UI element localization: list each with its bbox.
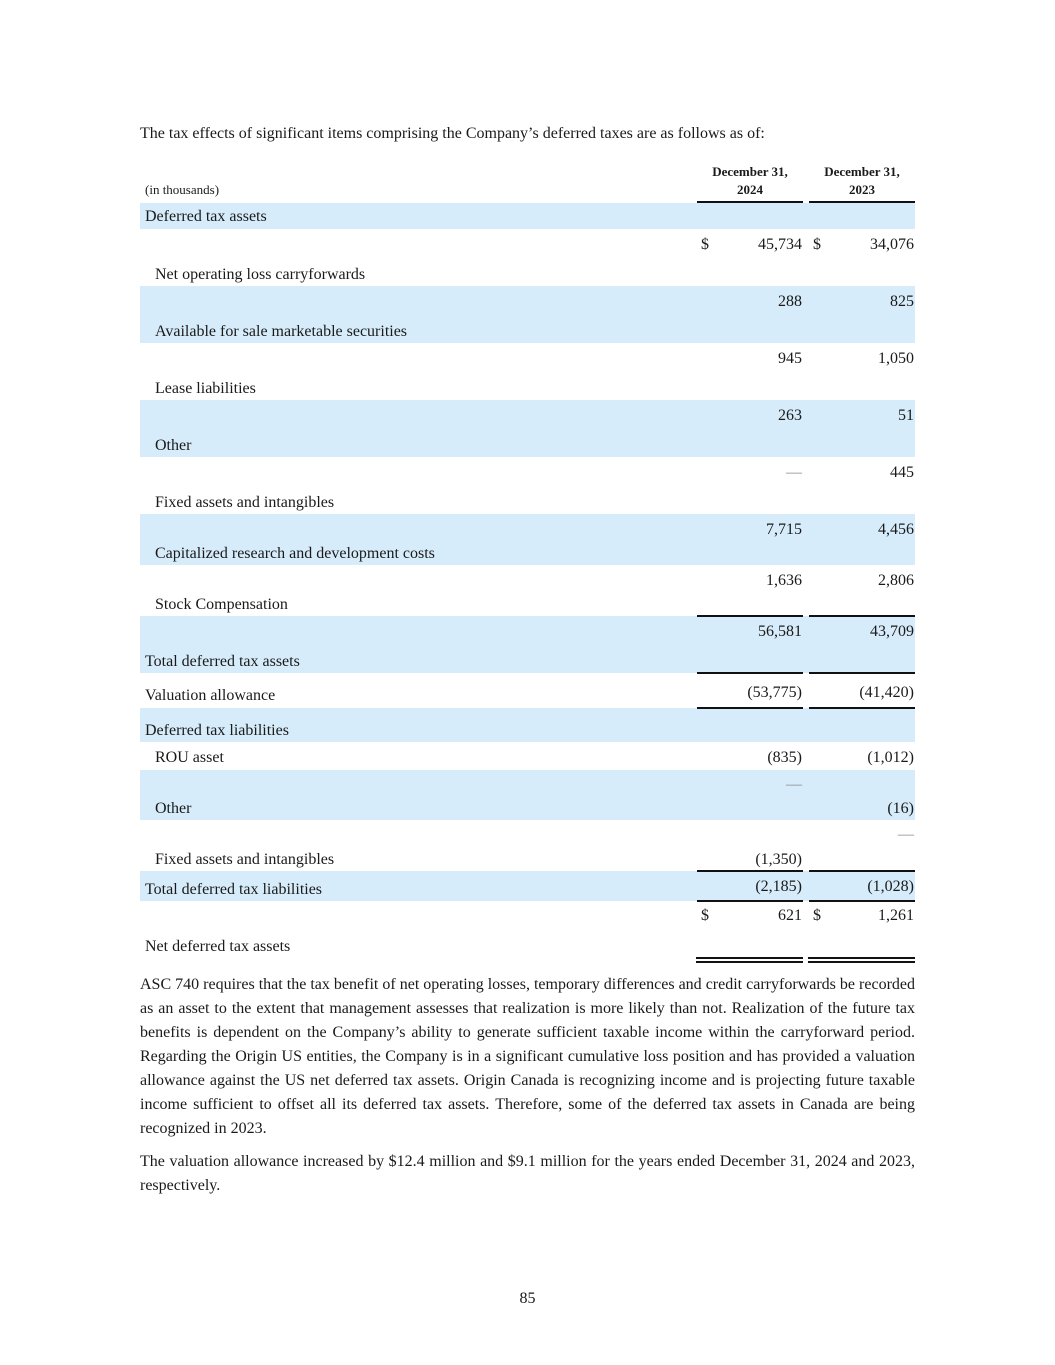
subtotal-line <box>697 900 803 902</box>
value-2024: 56,581 <box>758 623 802 640</box>
value-2023: 825 <box>890 293 914 310</box>
value-2024: (835) <box>767 749 802 766</box>
double-underline <box>808 957 915 959</box>
value-2023: 43,709 <box>870 623 914 640</box>
value-2024: 288 <box>778 293 802 310</box>
double-underline <box>808 961 915 963</box>
currency-symbol: $ <box>813 907 821 924</box>
column-header-2024 <box>697 163 803 199</box>
value-2023: 1,050 <box>878 350 914 367</box>
subtotal-line <box>809 870 915 872</box>
row-label: Available for sale marketable securities <box>155 323 408 340</box>
row-label: Capitalized research and development costs <box>155 545 435 562</box>
body-paragraph: The valuation allowance increased by $12.4 million and $9.1 million for the years ended December 31, 2024 and 2023, respectively. <box>140 1153 915 1194</box>
double-underline <box>696 961 803 963</box>
currency-symbol: $ <box>701 236 709 253</box>
double-underline <box>696 957 803 959</box>
value-2024: 621 <box>778 907 802 924</box>
value-2023: 34,076 <box>870 236 914 253</box>
row-label: Net operating loss carryforwards <box>155 266 366 283</box>
row-label: Total deferred tax liabilities <box>145 881 323 898</box>
subtotal-line <box>809 707 915 709</box>
section-header-deferred-tax-assets: Deferred tax assets <box>145 208 267 225</box>
column-header-2023 <box>809 163 915 199</box>
row-label: Other <box>155 800 192 817</box>
row-label: Lease liabilities <box>155 380 256 397</box>
subtotal-line <box>697 870 803 872</box>
section-header-deferred-tax-liabilities: Deferred tax liabilities <box>145 722 289 739</box>
subtotal-line <box>697 615 803 617</box>
value-2023: (41,420) <box>859 684 914 701</box>
page-number: 85 <box>519 1290 536 1307</box>
value-2024: (2,185) <box>755 878 802 895</box>
currency-symbol: $ <box>813 236 821 253</box>
value-2023: (16) <box>887 800 914 817</box>
row-label: Total deferred tax assets <box>145 653 300 670</box>
row-label: ROU asset <box>155 749 224 766</box>
value-2023: 4,456 <box>878 521 914 538</box>
value-2024: 945 <box>778 350 802 367</box>
column-header-2024-line2: 2024 <box>737 182 763 197</box>
subtotal-line <box>697 672 803 674</box>
units-label: (in thousands) <box>145 182 220 197</box>
value-2023: (1,028) <box>867 878 914 895</box>
subtotal-line <box>809 900 915 902</box>
value-2023: 2,806 <box>878 572 914 589</box>
currency-symbol: $ <box>701 907 709 924</box>
value-2024: 45,734 <box>758 236 802 253</box>
row-label: Stock Compensation <box>155 596 288 613</box>
value-2024: — <box>786 776 802 793</box>
value-2023: 51 <box>898 407 914 424</box>
column-header-2023-line1: December 31, <box>824 164 900 179</box>
intro-text: The tax effects of significant items comprising the Company’s deferred taxes are as follows as of: <box>140 125 765 142</box>
column-header-2023-line2: 2023 <box>849 182 875 197</box>
body-paragraph: ASC 740 requires that the tax benefit of net operating losses, temporary differences and credit carryforwards be recorded as an asset to the extent that management assesses that realization is more likely than not. Realization of the future tax benefits is dependent on the Company’s ability to generate sufficient taxable income within the carryforward period. Regarding the Origin US entities, the Company is in a significant cumulative loss position and has provided a valuation allowance against the US net deferred tax assets. Origin Canada is recognizing income and is projecting future taxable income sufficient to offset all its deferred tax assets. Therefore, some of the deferred tax assets in Canada are being recognized in 2023. <box>140 976 915 1137</box>
row-label: Net deferred tax assets <box>145 938 291 955</box>
subtotal-line <box>809 672 915 674</box>
value-2024: — <box>786 464 802 481</box>
subtotal-line <box>697 707 803 709</box>
subtotal-line <box>809 615 915 617</box>
row-label: Fixed assets and intangibles <box>155 851 335 868</box>
row-label: Fixed assets and intangibles <box>155 494 335 511</box>
value-2023: (1,012) <box>867 749 914 766</box>
value-2023: 445 <box>890 464 914 481</box>
row-label: Valuation allowance <box>145 687 276 704</box>
column-header-2024-line1: December 31, <box>712 164 788 179</box>
value-2024: (53,775) <box>747 684 802 701</box>
value-2024: 7,715 <box>766 521 802 538</box>
value-2023: — <box>898 826 914 843</box>
value-2024: 1,636 <box>766 572 802 589</box>
value-2023: 1,261 <box>878 907 914 924</box>
row-label: Other <box>155 437 192 454</box>
value-2024: 263 <box>778 407 802 424</box>
value-2024: (1,350) <box>755 851 802 868</box>
